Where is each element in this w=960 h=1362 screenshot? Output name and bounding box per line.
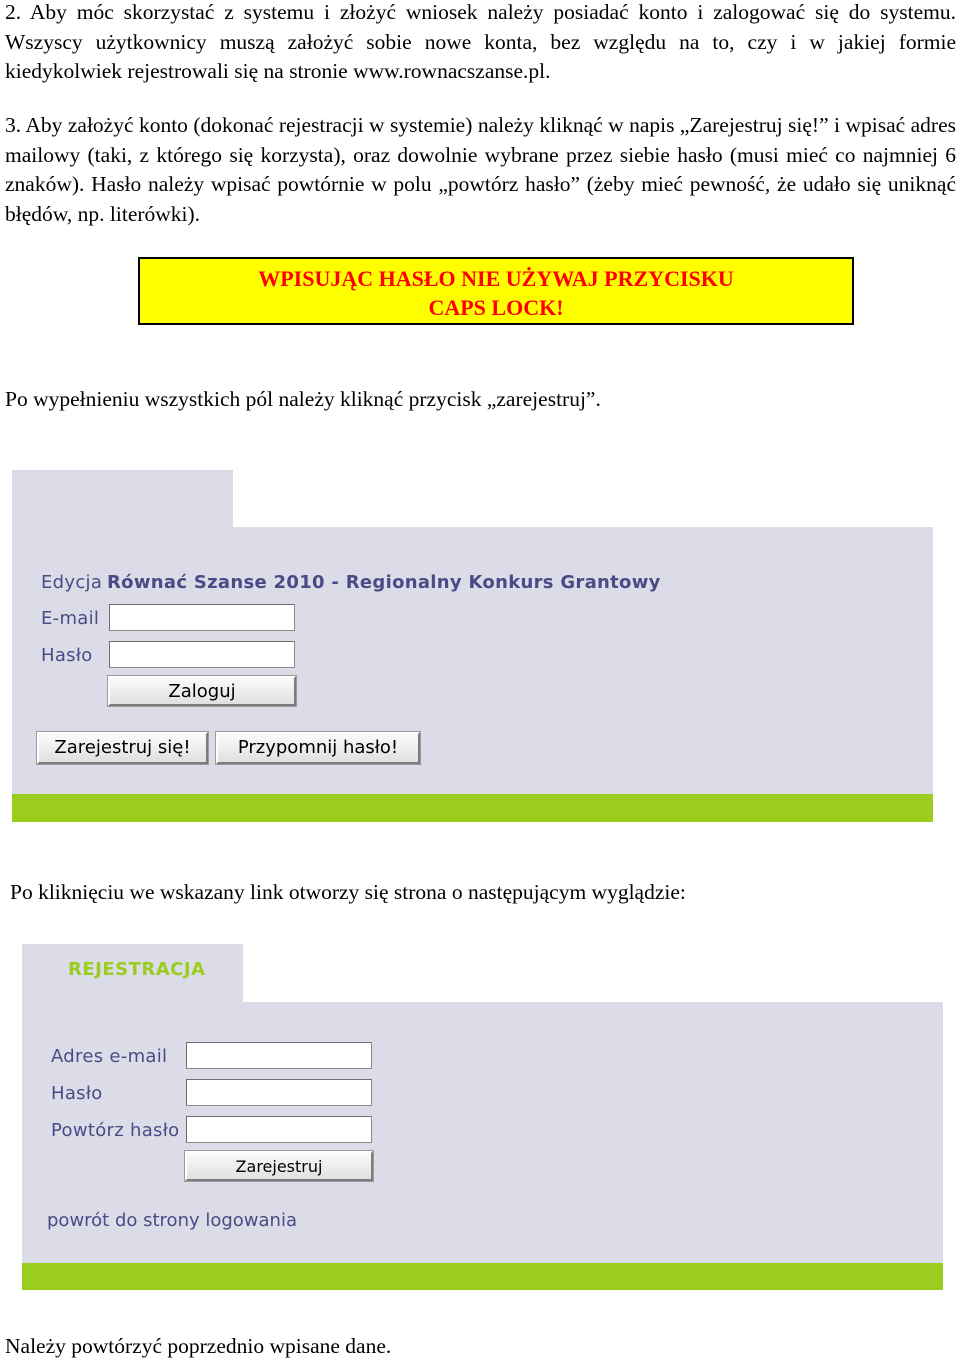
reg-repeat-password-label: Powtórz hasło (51, 1120, 180, 1141)
after-click-instruction: Po kliknięciu we wskazany link otworzy się strona o następującym wyglądzie: (10, 880, 686, 904)
final-instruction: Należy powtórzyć poprzednio wpisane dane. (5, 1334, 392, 1358)
reg-email-input[interactable] (186, 1042, 372, 1069)
registration-green-bar (22, 1263, 943, 1290)
email-input[interactable] (109, 604, 295, 631)
reg-password-input[interactable] (186, 1079, 372, 1106)
reg-password-label: Hasło (51, 1083, 103, 1104)
reg-submit-button[interactable]: Zarejestruj (185, 1151, 373, 1181)
registration-tab-title: REJESTRACJA (68, 959, 206, 980)
reg-repeat-password-input[interactable] (186, 1116, 372, 1143)
edition-name: Równać Szanse 2010 - Regionalny Konkurs Grantowy (107, 572, 661, 593)
registration-screenshot (22, 944, 943, 1290)
password-label: Hasło (41, 645, 93, 666)
after-fill-instruction: Po wypełnieniu wszystkich pól należy kliknąć przycisk „zarejestruj”. (5, 387, 601, 411)
remind-password-button[interactable]: Przypomnij hasło! (216, 732, 420, 764)
registration-panel-background (22, 944, 943, 1290)
caps-lock-warning (138, 257, 854, 325)
warning-line-1: WPISUJĄC HASŁO NIE UŻYWAJ PRZYCISKU (258, 266, 734, 291)
login-button[interactable]: Zaloguj (108, 676, 296, 706)
register-button[interactable]: Zarejestruj się! (37, 732, 208, 764)
login-screenshot (12, 470, 933, 822)
login-green-bar (12, 794, 933, 822)
email-label: E-mail (41, 608, 100, 629)
password-input[interactable] (109, 641, 295, 668)
paragraph-3: 3. Aby założyć konto (dokonać rejestracji w systemie) należy kliknąć w napis „Zarejestruj się!” i wpisać adres mailowy (taki, z którego się korzysta), oraz dowolnie wybrane przez siebie hasło (musi mieć co najmniej 6 znaków). Hasło należy wpisać powtórnie w polu „powtórz hasło” (żeby mieć pewność, że udało się uniknąć błędów, np. literówki). (5, 113, 956, 226)
paragraph-2: 2. Aby móc skorzystać z systemu i złożyć wniosek należy posiadać konto i zalogować się do systemu. Wszyscy użytkownicy muszą założyć sobie nowe konta, bez względu na to, czy i w jakiej formie kiedykolwiek rejestrowali się na stronie www.rownacszanse.pl. (5, 0, 956, 83)
back-to-login-link[interactable]: powrót do strony logowania (47, 1210, 297, 1231)
reg-email-label: Adres e-mail (51, 1046, 168, 1067)
warning-line-2: CAPS LOCK! (428, 295, 564, 320)
edition-label: Edycja (41, 572, 103, 593)
